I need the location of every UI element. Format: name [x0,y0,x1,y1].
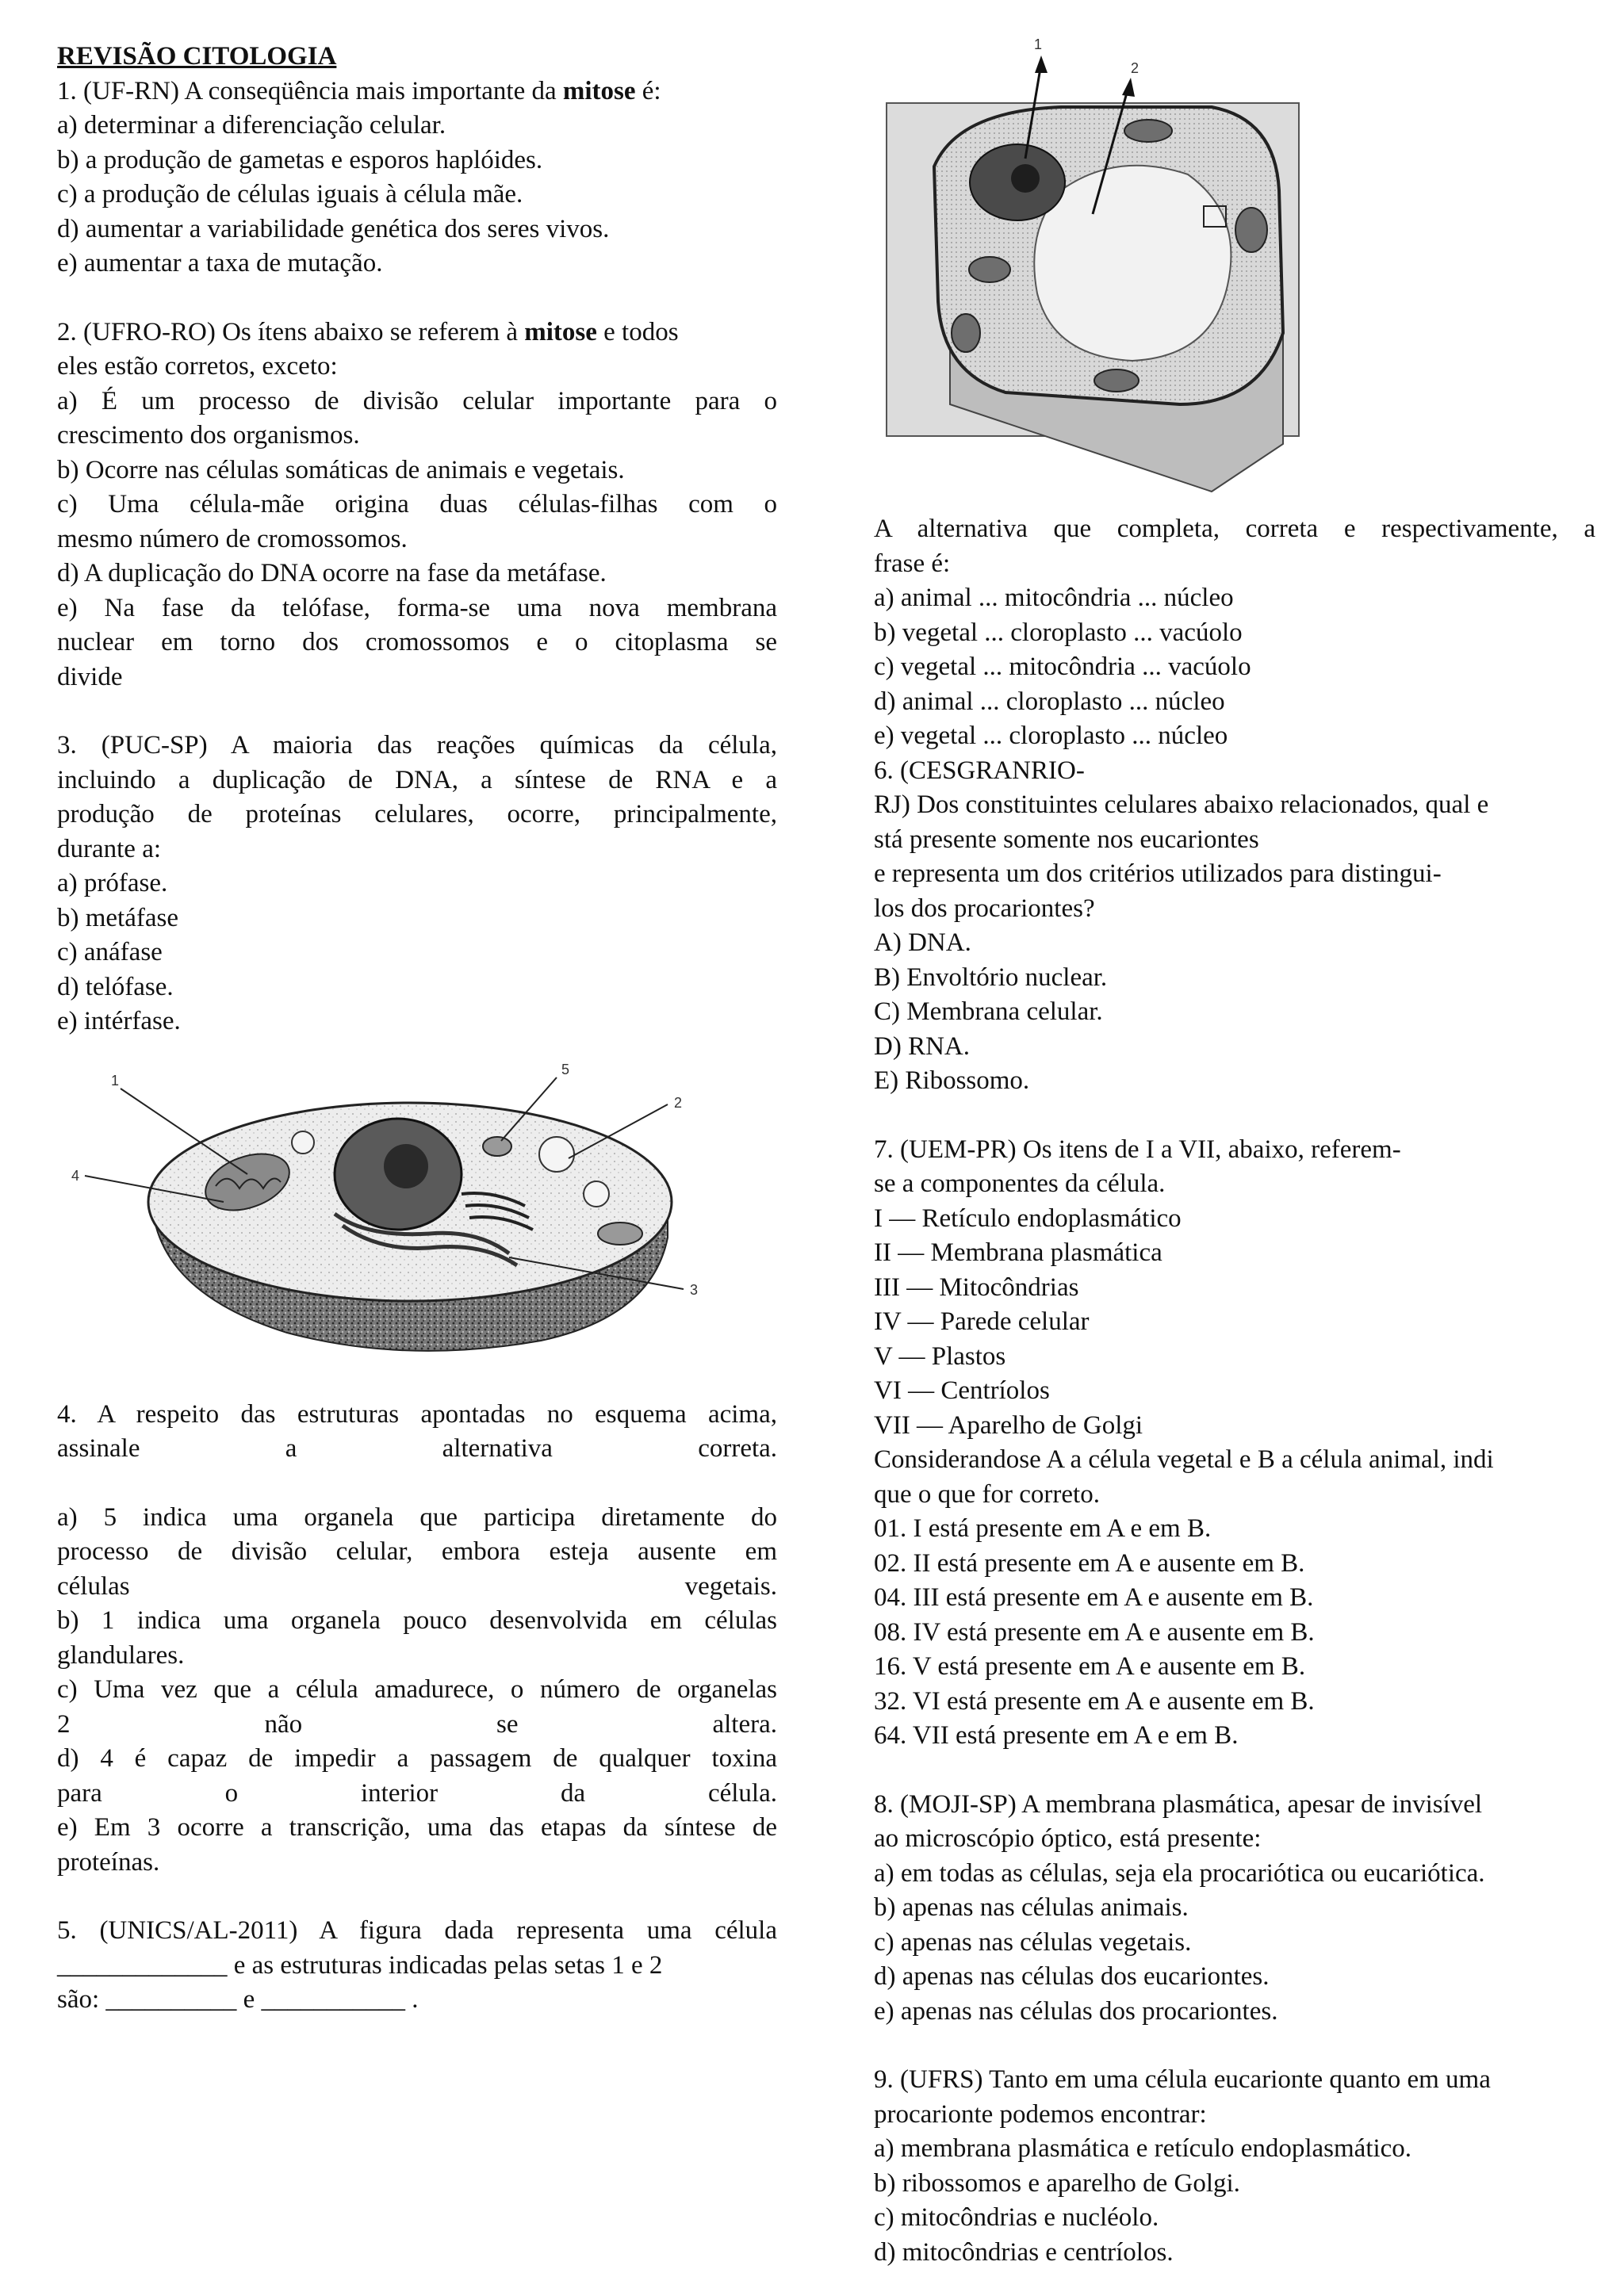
right-column [874,32,1595,2270]
q4-stem-1: 4. A respeito das estruturas apontadas no esquema acima, [57,1399,777,1429]
q4-option-d-2-w2: o [224,1778,239,1808]
q7-option-01: 01. I está presente em A e em B. [874,1514,1212,1543]
question-9 [874,2063,1595,2270]
q8-option-d: d) apenas nas células dos eucariontes. [874,1962,1270,1991]
q4-option-d-2-w1: para [57,1778,102,1808]
q2-stem-bold: mitose [524,317,597,346]
fig-plant-label-2: 2 [1131,60,1139,76]
q7-stem-2: se a componentes da célula. [874,1169,1166,1198]
mitochondrion-shape-2 [598,1223,642,1245]
q4-option-d-2 [57,1777,777,1812]
q4-option-d-1: d) 4 é capaz de impedir a passagem de qualquer toxina [57,1744,777,1773]
q7-item-6: VI — Centríolos [874,1376,1050,1405]
vesicle-1 [539,1137,574,1172]
q6-stem-4: e representa um dos critérios utilizados para distingui- [874,859,1442,888]
q4-option-a-2: processo de divisão celular, embora esteja ausente em [57,1537,777,1566]
q7-item-4: IV — Parede celular [874,1307,1090,1336]
q7-item-2: II — Membrana plasmática [874,1238,1162,1267]
fig-plant-label-1: 1 [1034,36,1043,52]
q4-option-a-3 [57,1570,777,1605]
q3-stem-1: 3. (PUC-SP) A maioria das reações químicas da célula, [57,731,777,760]
q5-option-d: d) animal ... cloroplasto ... núcleo [874,687,1225,716]
q4-stem-2-w3: alternativa [442,1434,553,1463]
q4-stem-2-w4: correta. [698,1434,778,1463]
q5-stem-2: _____________ e as estruturas indicadas pelas setas 1 e 2 [57,1950,663,1980]
q8-stem-2: ao microscópio óptico, está presente: [874,1824,1262,1853]
q9-stem-2: procarionte podemos encontrar: [874,2099,1207,2129]
question-6 [874,754,1595,1099]
vesicle-3 [292,1131,314,1154]
q4-stem-2 [57,1432,777,1467]
plant-cell-figure [879,32,1307,499]
q1-stem [57,75,777,109]
q3-stem-2: incluindo a duplicação de DNA, a síntese de RNA e a [57,765,777,794]
q4-option-c-2-w1: 2 [57,1709,71,1739]
q2-option-c-2: mesmo número de cromossomos. [57,524,408,553]
q6-stem-5: los dos procariontes? [874,894,1095,923]
q1-option-c: c) a produção de células iguais à célula mãe. [57,180,523,209]
q1-option-d: d) aumentar a variabilidade genética dos seres vivos. [57,214,610,243]
q5-stem-1: 5. (UNICS/AL-2011) A figura dada representa uma célula [57,1916,777,1945]
q4-option-d-2-w5: célula. [707,1778,777,1808]
q4-option-a-3-w2: vegetais. [684,1571,777,1601]
q5-options-stem-2: frase é: [874,549,951,578]
q6-option-e: E) Ribossomo. [874,1066,1030,1095]
q6-option-d: D) RNA. [874,1031,970,1061]
q3-stem-3: produção de proteínas celulares, ocorre, principalmente, [57,800,777,828]
plant-nucleolus-shape [1011,164,1040,193]
fig-animal-label-3: 3 [690,1281,699,1298]
q4-option-c-1: c) Uma vez que a célula amadurece, o número de organelas [57,1675,777,1704]
q4-option-b-2: glandulares. [57,1640,185,1670]
q8-option-c: c) apenas nas células vegetais. [874,1927,1192,1957]
q6-option-c: C) Membrana celular. [874,997,1103,1026]
q3-option-d: d) telófase. [57,972,174,1001]
chloroplast-2 [1235,208,1267,252]
q2-option-a-2: crescimento dos organismos. [57,421,360,450]
q2-option-d: d) A duplicação do DNA ocorre na fase da metáfase. [57,559,607,587]
q6-option-a: A) DNA. [874,928,971,957]
plant-cell-illustration [879,32,1307,499]
q5-option-a: a) animal ... mitocôndria ... núcleo [874,584,1234,612]
q1-option-e: e) aumentar a taxa de mutação. [57,249,383,277]
q4-option-c-2-w4: altera. [712,1709,777,1739]
q2-stem-post: e todos [596,317,679,346]
chloroplast-1 [969,257,1010,282]
q4-stem-2-w2: a [285,1434,297,1463]
q6-option-b: B) Envoltório nuclear. [874,962,1108,992]
question-3 [57,729,777,1039]
animal-cell-illustration [65,1055,723,1380]
q3-stem-4: durante a: [57,834,162,863]
q5-stem-3: são: __________ e ___________ . [57,1985,419,2014]
q7-option-08: 08. IV está presente em A e ausente em B. [874,1617,1315,1647]
chloroplast-4 [952,314,980,352]
fig-animal-label-2: 2 [674,1094,683,1111]
q4-option-c-2-w2: não [264,1709,303,1739]
q1-option-b: b) a produção de gametas e esporos haplóides. [57,145,543,174]
q3-option-b: b) metáfase [57,903,178,932]
q7-option-32: 32. VI está presente em A e ausente em B. [874,1686,1315,1716]
q4-option-e-1: e) Em 3 ocorre a transcrição, uma das etapas da síntese de [57,1813,777,1842]
vesicle-2 [584,1181,609,1207]
q2-option-b: b) Ocorre nas células somáticas de animais e vegetais. [57,455,625,484]
q7-instruction-2: que o que for correto. [874,1479,1100,1509]
q7-item-1: I — Retículo endoplasmático [874,1203,1182,1233]
question-5 [57,1914,777,2018]
q2-option-e-3: divide [57,662,123,691]
q2-option-c-1: c) Uma célula-mãe origina duas células-filhas com o [57,490,777,519]
question-5-options [874,512,1595,754]
q7-stem-1: 7. (UEM-PR) Os itens de I a VII, abaixo, referem- [874,1135,1401,1164]
q7-item-5: V — Plastos [874,1341,1006,1371]
q7-option-02: 02. II está presente em A e ausente em B. [874,1548,1305,1578]
q8-option-a: a) em todas as células, seja ela procariótica ou eucariótica. [874,1858,1485,1888]
q7-option-16: 16. V está presente em A e ausente em B. [874,1652,1306,1681]
q9-option-d: d) mitocôndrias e centríolos. [874,2237,1174,2267]
q4-option-a-1: a) 5 indica uma organela que participa diretamente do [57,1502,777,1532]
q4-option-c-2 [57,1708,777,1743]
q5-option-c: c) vegetal ... mitocôndria ... vacúolo [874,652,1251,681]
q9-option-b: b) ribossomos e aparelho de Golgi. [874,2168,1240,2198]
q6-stem-2: RJ) Dos constituintes celulares abaixo relacionados, qual e [874,790,1489,819]
q8-option-b: b) apenas nas células animais. [874,1893,1189,1922]
q2-option-a-1: a) É um processo de divisão celular importante para o [57,386,777,415]
fig-animal-label-1: 1 [111,1072,120,1089]
q3-option-e: e) intérfase. [57,1007,181,1035]
q6-stem-3: stá presente somente nos eucariontes [874,825,1259,854]
arrow-1-head [1035,55,1048,73]
q4-option-e-2: proteínas. [57,1847,160,1877]
nucleolus-shape [384,1144,428,1188]
q7-option-64: 64. VII está presente em A e em B. [874,1721,1239,1750]
q2-option-e-1: e) Na fase da telófase, forma-se uma nova membrana [57,593,777,622]
q5-option-e: e) vegetal ... cloroplasto ... núcleo [874,721,1228,750]
q5-option-b: b) vegetal ... cloroplasto ... vacúolo [874,618,1243,647]
q7-item-3: III — Mitocôndrias [874,1272,1079,1302]
left-column [57,40,777,2018]
q4-option-b-1: b) 1 indica uma organela pouco desenvolvida em células [57,1606,777,1635]
question-8 [874,1788,1595,2030]
q4-option-a-3-w1: células [57,1571,130,1601]
animal-cell-figure [65,1055,723,1380]
fig-animal-label-5: 5 [561,1061,570,1077]
q9-option-c: c) mitocôndrias e nucléolo. [874,2203,1159,2232]
question-1 [57,75,777,281]
q9-stem-1: 9. (UFRS) Tanto em uma célula eucarionte quanto em uma [874,2065,1491,2094]
q7-item-7: VII — Aparelho de Golgi [874,1410,1143,1440]
q4-option-c-2-w3: se [496,1709,519,1739]
fig-animal-label-4: 4 [71,1167,80,1184]
q2-stem-pre: 2. (UFRO-RO) Os ítens abaixo se referem à [57,317,525,346]
q9-option-a: a) membrana plasmática e retículo endoplasmático. [874,2134,1412,2163]
q3-option-c: c) anáfase [57,938,163,966]
chloroplast-3 [1094,369,1139,392]
question-2 [57,316,777,695]
chloroplast-5 [1124,120,1172,142]
q7-option-04: 04. III está presente em A e ausente em B. [874,1583,1314,1612]
q2-stem [57,316,777,350]
q2-stem-2: eles estão corretos, exceto: [57,352,338,381]
q1-stem-bold: mitose [562,76,636,105]
q7-instruction-1: Considerandose A a célula vegetal e B a célula animal, indi [874,1445,1494,1474]
q1-stem-post: é: [635,76,661,105]
q4-stem-2-w1: assinale [57,1434,140,1463]
q1-stem-pre: 1. (UF-RN) A conseqüência mais importante da [57,76,563,105]
q8-option-e: e) apenas nas células dos procariontes. [874,1996,1278,2026]
centriole-shape [483,1137,511,1156]
question-4 [57,1398,777,1881]
q5-options-stem-1: A alternativa que completa, correta e respectivamente, a [874,515,1595,543]
q4-option-d-2-w3: interior [360,1778,439,1808]
q2-option-e-2: nuclear em torno dos cromossomos e o citoplasma se [57,628,777,656]
q3-option-a: a) prófase. [57,869,168,897]
q1-option-a: a) determinar a diferenciação celular. [57,111,446,140]
vacuole-shape [1034,166,1231,361]
arrow-2-head [1122,78,1135,97]
q4-option-d-2-w4: da [560,1778,586,1808]
page-title: REVISÃO CITOLOGIA [57,42,337,71]
q8-stem-1: 8. (MOJI-SP) A membrana plasmática, apesar de invisível [874,1789,1483,1819]
question-7 [874,1133,1595,1754]
q6-stem-1: 6. (CESGRANRIO- [874,756,1085,785]
